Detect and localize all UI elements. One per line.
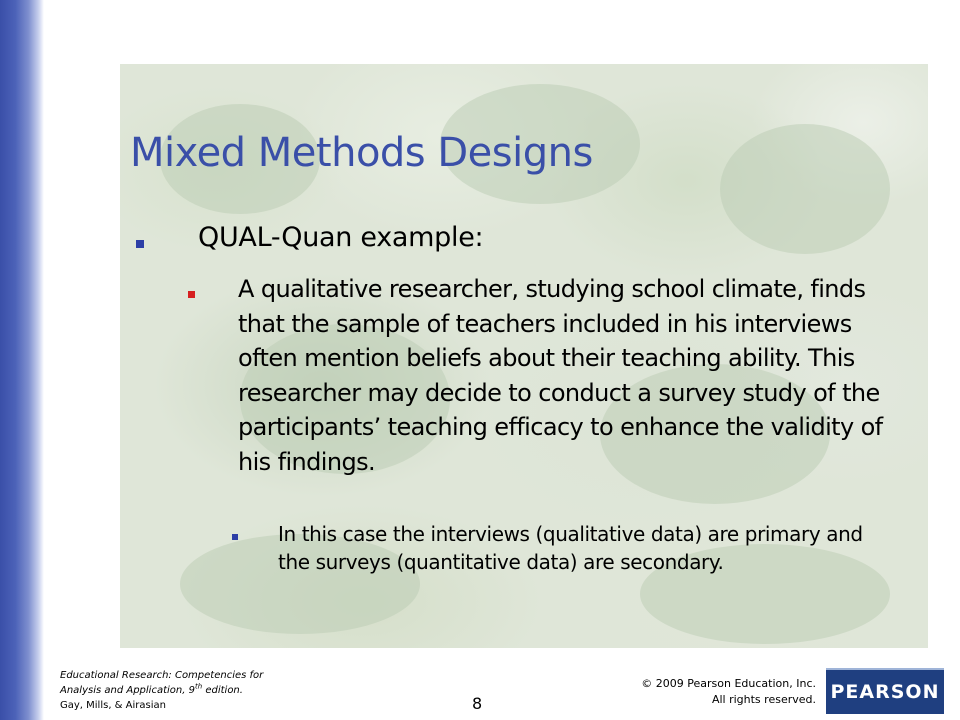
book-title-line1: Educational Research: Competencies for [60, 670, 264, 681]
book-title-part: Analysis and Application, 9 [60, 685, 195, 696]
bullet-square-icon [232, 534, 238, 540]
page-number: 8 [472, 694, 483, 713]
copyright-line2: All rights reserved. [711, 693, 816, 706]
book-title-part: edition. [202, 685, 243, 696]
bullet-square-icon [136, 240, 144, 248]
bullet-level1-text: QUAL-Quan example: [198, 222, 484, 253]
slide-title: Mixed Methods Designs [130, 130, 593, 176]
pearson-logo [826, 668, 944, 714]
bullet-square-icon [188, 291, 195, 298]
book-title-line2 [60, 683, 360, 698]
copyright-line1: © 2009 Pearson Education, Inc. [641, 677, 816, 690]
bullet-level2-text: A qualitative researcher, studying school climate, finds that the sample of teachers included in his interviews often mention beliefs about their teaching ability. This researcher may decide to conduct a survey study of the participants’ teaching efficacy to enhance the validity of his findings. [238, 275, 883, 476]
left-gradient-bar [0, 0, 44, 720]
book-authors: Gay, Mills, & Airasian [60, 700, 166, 711]
book-citation [60, 668, 360, 713]
bullet-level3-text: In this case the interviews (qualitative data) are primary and the surveys (quantitative data) are secondary. [278, 522, 863, 574]
edition-superscript: th [194, 682, 203, 691]
copyright-notice [600, 676, 816, 708]
pearson-logo-text: PEARSON [830, 681, 940, 703]
